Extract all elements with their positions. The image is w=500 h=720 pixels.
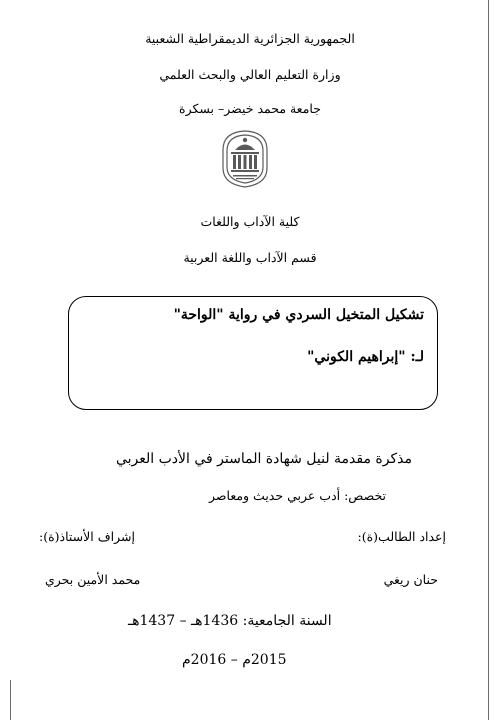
thesis-specialty: تخصص: أدب عربي حديث ومعاصر [209,488,386,503]
ministry-line: وزارة التعليم العالي والبحث العلمي [159,67,341,82]
college-line: كلية الآداب واللغات [200,214,300,229]
novel-author: لـ: "إبراهيم الكوني" [307,349,424,365]
thesis-title: تشكيل المتخيل السردي في رواية "الواحة" [173,307,424,323]
supervisor-name: محمد الأمين بحري [45,572,141,587]
student-name: حنان ريغي [383,572,438,587]
supervisor-label: إشراف الأستاذ(ة): [39,529,135,544]
student-label: إعداد الطالب(ة): [357,529,446,544]
thesis-purpose: مذكرة مقدمة لنيل شهادة الماستر في الأدب العربي [115,451,412,467]
university-line: جامعة محمد خيضر– بسكرة [179,101,321,116]
university-seal-icon [219,128,271,190]
page-border-left [10,680,11,720]
department-line: قسم الآداب واللغة العربية [183,250,317,265]
republic-line: الجمهورية الجزائرية الديمقراطية الشعبية [145,31,355,46]
academic-year-gregorian: 2015م – 2016م [182,652,287,668]
academic-year-hijri: السنة الجامعية: 1436هـ – 1437هـ [128,613,332,629]
